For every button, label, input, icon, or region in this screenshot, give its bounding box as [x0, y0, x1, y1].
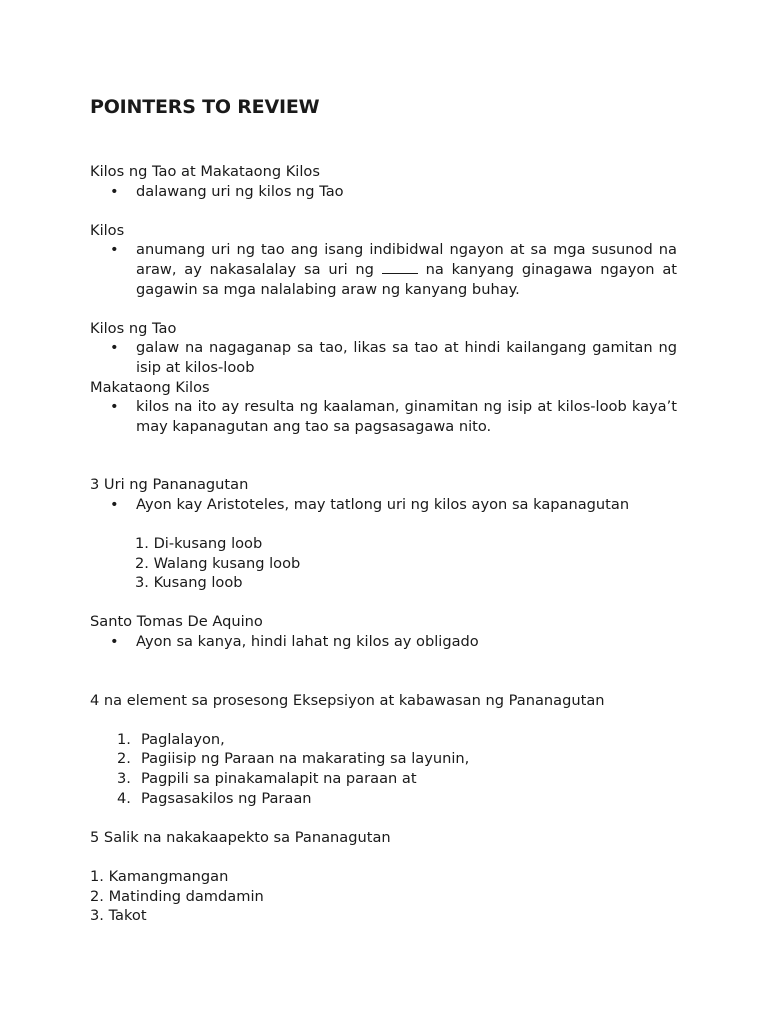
list-number: 2. [117, 750, 131, 768]
list-number: 1. [117, 730, 131, 748]
spacer [90, 593, 677, 613]
section-heading: Kilos ng Tao [90, 319, 177, 337]
list-number: 3. [117, 770, 131, 788]
section-heading: Makataong Kilos [90, 378, 210, 396]
list-item: 3. Takot [90, 907, 147, 925]
bullet-item: • Ayon sa kanya, hindi lahat ng kilos ay obligado [90, 632, 677, 652]
section-heading: Kilos [90, 221, 125, 239]
section-heading: Kilos ng Tao at Makataong Kilos [90, 163, 320, 180]
page-title: POINTERS TO REVIEW [90, 96, 320, 118]
numbered-list [90, 534, 677, 593]
document-page [90, 94, 677, 926]
section-heading: 5 Salik na nakakaapekto sa Pananagutan [90, 828, 391, 846]
list-text: Pagsasakilos ng Paraan [141, 789, 312, 807]
list-item: 1. Kamangmangan [90, 868, 229, 885]
spacer [90, 652, 677, 691]
bullet-text: anumang uri ng tao ang isang indibidwal ngayon at sa mga susunod na araw, ay nakasalalay sa uri ng [136, 241, 677, 278]
spacer [90, 847, 677, 867]
bullet-item: • Ayon kay Aristoteles, may tatlong uri ng kilos ayon sa kapanagutan [90, 495, 677, 515]
list-item: 1. Di-kusang loob [135, 535, 263, 553]
bullet-item: • kilos na ito ay resulta ng kaalaman, ginamitan ng isip at kilos-loob kaya’t may kapanagutan ang tao sa pagsasagawa nito. [90, 397, 677, 436]
list-text: Pagpili sa pinakamalapit na paraan at [141, 770, 417, 788]
list-item [117, 730, 677, 750]
bullet-item: • dalawang uri ng kilos ng Tao [90, 182, 677, 202]
spacer [90, 515, 677, 535]
list-item: 3. Kusang loob [135, 574, 243, 592]
spacer [90, 808, 677, 828]
list-item [117, 789, 677, 809]
spacer [90, 299, 677, 319]
section-heading: 3 Uri ng Pananagutan [90, 476, 249, 494]
section-heading: Santo Tomas De Aquino [90, 613, 263, 631]
spacer [90, 710, 677, 730]
bullet-text: na kanyang ginagawa ngayon at gagawin sa mga nalalabing araw ng kanyang buhay. [136, 260, 678, 298]
spacer [90, 201, 677, 221]
list-text: Pagiisip ng Paraan na makarating sa layunin, [141, 750, 470, 768]
list-item: 2. Matinding damdamin [90, 887, 264, 905]
numbered-list [90, 730, 677, 808]
bullet-item: • galaw na nagaganap sa tao, likas sa tao at hindi kailangang gamitan ng isip at kilos-loob [90, 338, 677, 377]
list-item [117, 749, 677, 769]
section-heading: 4 na element sa prosesong Eksepsiyon at kabawasan ng Pananagutan [90, 691, 605, 709]
fill-in-blank [382, 261, 418, 274]
list-text: Paglalayon, [141, 730, 225, 748]
spacer [90, 436, 677, 475]
list-item: 2. Walang kusang loob [135, 554, 301, 572]
list-number: 4. [117, 789, 131, 807]
list-item [117, 769, 677, 789]
bullet-item [90, 240, 677, 299]
